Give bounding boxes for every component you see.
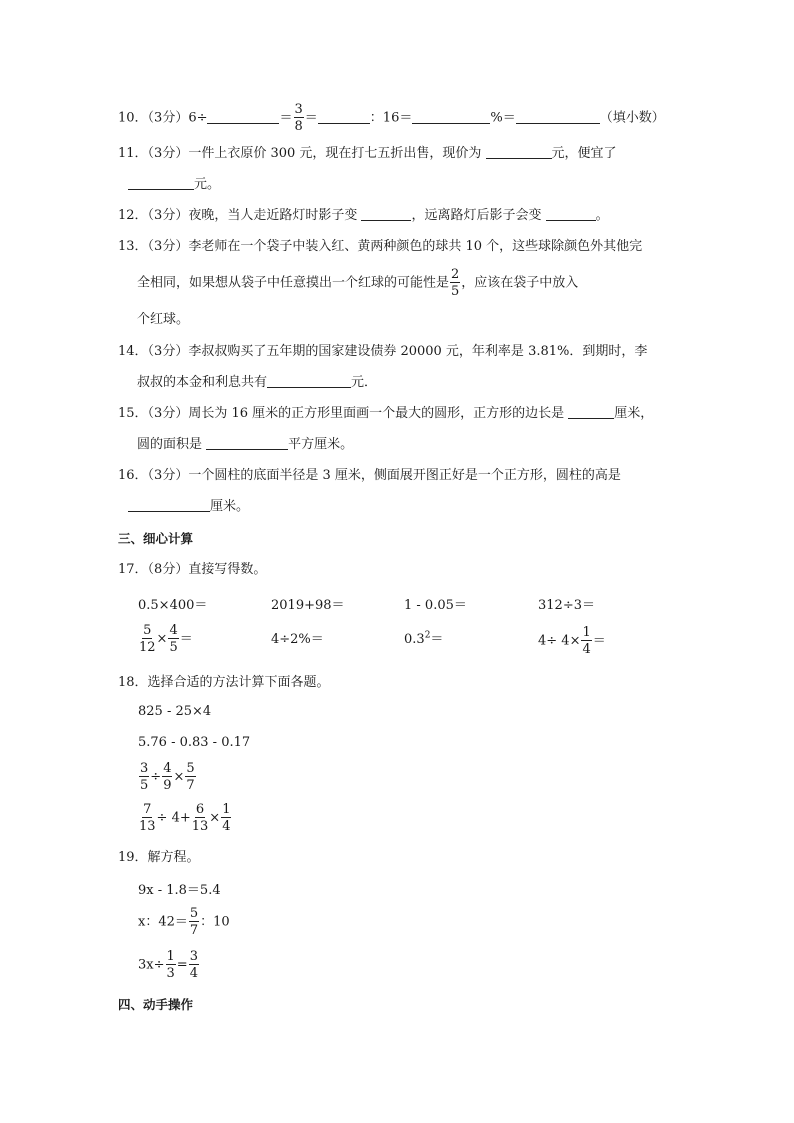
equation: x：42＝ $\frac{5}{7}$ ：10	[138, 906, 230, 938]
answer-blank[interactable]	[361, 206, 411, 221]
answer-blank[interactable]	[267, 373, 351, 388]
answer-blank[interactable]	[128, 497, 210, 512]
calc-item: 4÷ 4× $\frac{1}{4}$ ＝	[538, 625, 606, 657]
equation: 3x÷ $\frac{1}{3}$ = $\frac{3}{4}$	[138, 949, 198, 981]
fraction: $\frac{2}{5}$	[451, 267, 460, 299]
question-10: 10．（3分）6÷ ＝ $\frac{3}{8}$ ＝ ：16＝ %＝ （填小数）	[118, 102, 665, 134]
answer-blank[interactable]	[486, 144, 552, 159]
question-13: 13．（3分）李老师在一个袋子中装入红、黄两种颜色的球共 10 个，这些球除颜色外其他完	[118, 239, 643, 254]
answer-blank[interactable]	[546, 206, 596, 221]
answer-blank[interactable]	[207, 109, 279, 124]
question-18: 18．选择合适的方法计算下面各题。	[118, 675, 330, 690]
section-heading: 四、动手操作	[118, 997, 194, 1012]
calc-item: 2019+98＝	[271, 598, 345, 613]
calc-item: 1 - 0.05＝	[404, 598, 467, 613]
calc-item: $\frac{5}{12}$ × $\frac{4}{5}$ ＝	[139, 623, 193, 655]
question-16-cont: 厘米。	[128, 497, 249, 517]
question-12: 12．（3分）夜晚，当人走近路灯时影子变 ，远离路灯后影子会变 。	[118, 208, 609, 223]
question-13-cont: 全相同，如果想从袋子中任意摸出一个红球的可能性是 $\frac{2}{5}$ ，应该在袋子中放入	[137, 267, 579, 299]
question-14-cont: 叔叔的本金和利息共有 元．	[137, 375, 378, 390]
question-15: 15．（3分）周长为 16 厘米的正方形里面画一个最大的圆形，正方形的边长是 厘米，	[118, 406, 654, 421]
answer-blank[interactable]	[412, 109, 490, 124]
calc-item: 4÷2%＝	[271, 632, 324, 647]
calc-item: 825 - 25×4	[138, 704, 212, 719]
question-19: 19．解方程。	[118, 850, 200, 865]
answer-blank[interactable]	[568, 404, 614, 419]
question-16: 16．（3分）一个圆柱的底面半径是 3 厘米，侧面展开图正好是一个正方形，圆柱的高是	[118, 468, 621, 483]
question-17: 17．（8分）直接写得数。	[118, 562, 267, 577]
calc-item: 312÷3＝	[538, 598, 595, 613]
answer-blank[interactable]	[318, 109, 370, 124]
question-11: 11．（3分）一件上衣原价 300 元，现在打七五折出售，现价为 元，便宜了	[118, 146, 617, 161]
answer-blank[interactable]	[206, 435, 288, 450]
equation: 9x - 1.8＝5.4	[138, 883, 221, 898]
calc-item: $\frac{3}{5}$ ÷ $\frac{4}{9}$ × $\frac{5}{7}$	[140, 761, 195, 793]
question-14: 14．（3分）李叔叔购买了五年期的国家建设债券 20000 元，年利率是 3.81%．到期时，李	[118, 344, 648, 359]
fraction: $\frac{3}{8}$	[294, 102, 303, 134]
question-15-cont: 圆的面积是 平方厘米。	[137, 437, 354, 452]
calc-item: $\frac{7}{13}$ ÷ 4+ $\frac{6}{13}$ × $\frac{1}{4}$	[139, 802, 231, 834]
section-heading: 三、细心计算	[118, 531, 194, 546]
question-11-cont: 元。	[128, 175, 220, 195]
calc-item: 0.5×400＝	[138, 598, 208, 613]
calc-item: $0.3^2=$	[404, 630, 444, 647]
answer-blank[interactable]	[516, 109, 600, 124]
answer-blank[interactable]	[128, 175, 194, 190]
calc-item: 5.76 - 0.83 - 0.17	[138, 735, 251, 750]
question-13-cont2: 个红球。	[137, 312, 190, 327]
